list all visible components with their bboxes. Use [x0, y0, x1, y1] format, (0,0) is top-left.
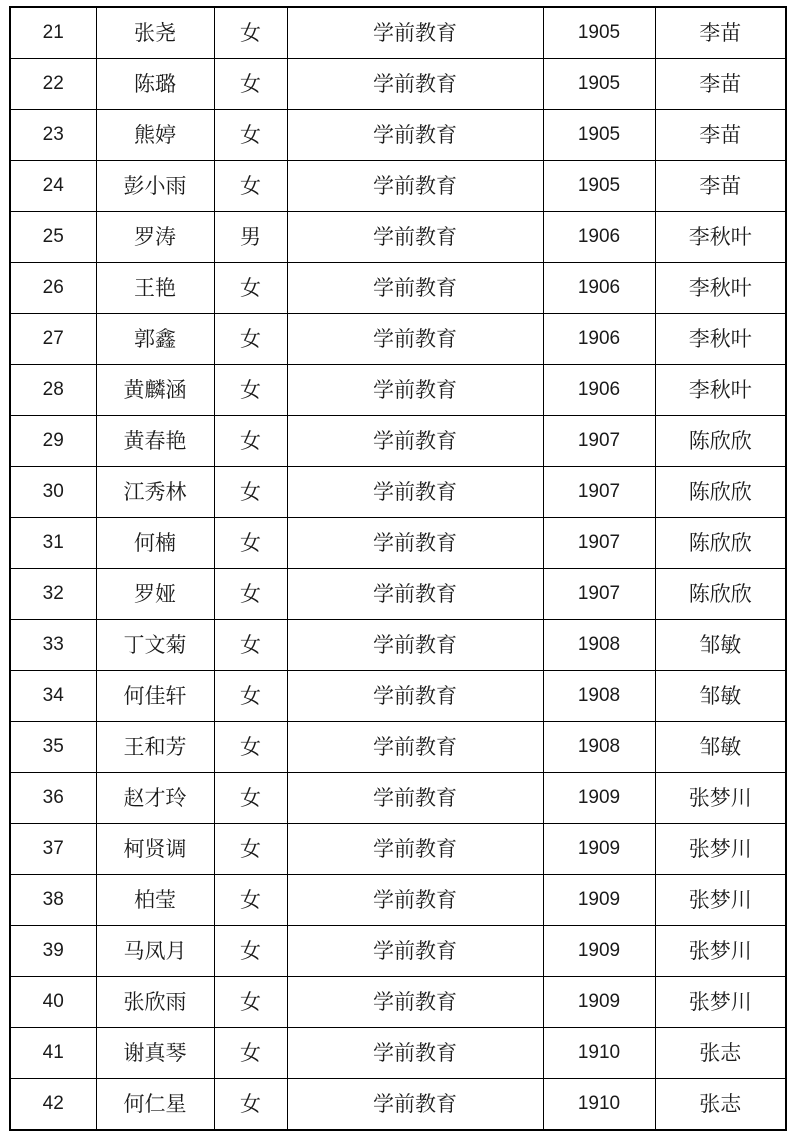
row-number-cell: 40	[10, 977, 96, 1028]
student-name-cell: 张尧	[96, 7, 214, 59]
table-row	[10, 467, 786, 518]
class-cell: 1908	[543, 671, 655, 722]
table-row	[10, 7, 786, 59]
teacher-cell: 李苗	[655, 161, 786, 212]
row-number-cell: 37	[10, 824, 96, 875]
table-row	[10, 212, 786, 263]
teacher-cell: 陈欣欣	[655, 467, 786, 518]
student-name-cell: 赵才玲	[96, 773, 214, 824]
student-name-cell: 张欣雨	[96, 977, 214, 1028]
gender-cell: 女	[214, 59, 287, 110]
teacher-cell: 李秋叶	[655, 314, 786, 365]
table-row	[10, 1079, 786, 1131]
row-number-cell: 22	[10, 59, 96, 110]
row-number-cell: 42	[10, 1079, 96, 1131]
row-number-cell: 21	[10, 7, 96, 59]
row-number-cell: 41	[10, 1028, 96, 1079]
row-number-cell: 28	[10, 365, 96, 416]
teacher-cell: 邹敏	[655, 620, 786, 671]
major-cell: 学前教育	[287, 212, 543, 263]
major-cell: 学前教育	[287, 7, 543, 59]
teacher-cell: 张梦川	[655, 875, 786, 926]
teacher-cell: 李苗	[655, 7, 786, 59]
student-name-cell: 丁文菊	[96, 620, 214, 671]
major-cell: 学前教育	[287, 314, 543, 365]
gender-cell: 女	[214, 926, 287, 977]
student-name-cell: 郭鑫	[96, 314, 214, 365]
table-body	[10, 7, 786, 1130]
class-cell: 1907	[543, 569, 655, 620]
major-cell: 学前教育	[287, 59, 543, 110]
class-cell: 1910	[543, 1028, 655, 1079]
table-row	[10, 263, 786, 314]
gender-cell: 男	[214, 212, 287, 263]
major-cell: 学前教育	[287, 263, 543, 314]
teacher-cell: 张梦川	[655, 926, 786, 977]
student-roster-table	[9, 6, 787, 1131]
class-cell: 1910	[543, 1079, 655, 1131]
document-page	[9, 6, 785, 1131]
major-cell: 学前教育	[287, 977, 543, 1028]
class-cell: 1909	[543, 773, 655, 824]
row-number-cell: 39	[10, 926, 96, 977]
teacher-cell: 张志	[655, 1079, 786, 1131]
class-cell: 1907	[543, 518, 655, 569]
teacher-cell: 张梦川	[655, 824, 786, 875]
student-name-cell: 罗娅	[96, 569, 214, 620]
gender-cell: 女	[214, 875, 287, 926]
table-row	[10, 314, 786, 365]
gender-cell: 女	[214, 722, 287, 773]
class-cell: 1907	[543, 416, 655, 467]
row-number-cell: 35	[10, 722, 96, 773]
student-name-cell: 黄麟涵	[96, 365, 214, 416]
major-cell: 学前教育	[287, 365, 543, 416]
major-cell: 学前教育	[287, 1028, 543, 1079]
major-cell: 学前教育	[287, 926, 543, 977]
table-row	[10, 926, 786, 977]
gender-cell: 女	[214, 1079, 287, 1131]
class-cell: 1905	[543, 7, 655, 59]
table-row	[10, 875, 786, 926]
class-cell: 1908	[543, 620, 655, 671]
class-cell: 1905	[543, 110, 655, 161]
class-cell: 1909	[543, 926, 655, 977]
gender-cell: 女	[214, 977, 287, 1028]
student-name-cell: 王艳	[96, 263, 214, 314]
gender-cell: 女	[214, 773, 287, 824]
gender-cell: 女	[214, 518, 287, 569]
student-name-cell: 熊婷	[96, 110, 214, 161]
gender-cell: 女	[214, 569, 287, 620]
teacher-cell: 张志	[655, 1028, 786, 1079]
class-cell: 1905	[543, 161, 655, 212]
student-name-cell: 谢真琴	[96, 1028, 214, 1079]
class-cell: 1906	[543, 314, 655, 365]
table-row	[10, 569, 786, 620]
teacher-cell: 李苗	[655, 59, 786, 110]
row-number-cell: 30	[10, 467, 96, 518]
row-number-cell: 36	[10, 773, 96, 824]
gender-cell: 女	[214, 365, 287, 416]
gender-cell: 女	[214, 620, 287, 671]
gender-cell: 女	[214, 824, 287, 875]
gender-cell: 女	[214, 110, 287, 161]
row-number-cell: 24	[10, 161, 96, 212]
major-cell: 学前教育	[287, 722, 543, 773]
teacher-cell: 李秋叶	[655, 212, 786, 263]
table-row	[10, 671, 786, 722]
table-row	[10, 365, 786, 416]
row-number-cell: 26	[10, 263, 96, 314]
gender-cell: 女	[214, 161, 287, 212]
major-cell: 学前教育	[287, 773, 543, 824]
table-row	[10, 518, 786, 569]
class-cell: 1909	[543, 875, 655, 926]
row-number-cell: 29	[10, 416, 96, 467]
student-name-cell: 罗涛	[96, 212, 214, 263]
major-cell: 学前教育	[287, 110, 543, 161]
student-name-cell: 何仁星	[96, 1079, 214, 1131]
gender-cell: 女	[214, 263, 287, 314]
table-row	[10, 416, 786, 467]
row-number-cell: 32	[10, 569, 96, 620]
student-name-cell: 黄春艳	[96, 416, 214, 467]
major-cell: 学前教育	[287, 467, 543, 518]
teacher-cell: 李秋叶	[655, 365, 786, 416]
table-row	[10, 161, 786, 212]
major-cell: 学前教育	[287, 875, 543, 926]
major-cell: 学前教育	[287, 569, 543, 620]
class-cell: 1906	[543, 263, 655, 314]
teacher-cell: 邹敏	[655, 671, 786, 722]
major-cell: 学前教育	[287, 824, 543, 875]
gender-cell: 女	[214, 1028, 287, 1079]
table-row	[10, 773, 786, 824]
table-row	[10, 1028, 786, 1079]
gender-cell: 女	[214, 416, 287, 467]
student-name-cell: 王和芳	[96, 722, 214, 773]
class-cell: 1905	[543, 59, 655, 110]
major-cell: 学前教育	[287, 671, 543, 722]
teacher-cell: 张梦川	[655, 977, 786, 1028]
teacher-cell: 陈欣欣	[655, 416, 786, 467]
major-cell: 学前教育	[287, 620, 543, 671]
major-cell: 学前教育	[287, 161, 543, 212]
row-number-cell: 25	[10, 212, 96, 263]
teacher-cell: 陈欣欣	[655, 569, 786, 620]
row-number-cell: 34	[10, 671, 96, 722]
student-name-cell: 马凤月	[96, 926, 214, 977]
row-number-cell: 27	[10, 314, 96, 365]
teacher-cell: 李苗	[655, 110, 786, 161]
gender-cell: 女	[214, 314, 287, 365]
teacher-cell: 李秋叶	[655, 263, 786, 314]
student-name-cell: 彭小雨	[96, 161, 214, 212]
student-name-cell: 何佳轩	[96, 671, 214, 722]
row-number-cell: 38	[10, 875, 96, 926]
major-cell: 学前教育	[287, 416, 543, 467]
major-cell: 学前教育	[287, 1079, 543, 1131]
teacher-cell: 邹敏	[655, 722, 786, 773]
gender-cell: 女	[214, 671, 287, 722]
row-number-cell: 23	[10, 110, 96, 161]
row-number-cell: 33	[10, 620, 96, 671]
gender-cell: 女	[214, 7, 287, 59]
class-cell: 1907	[543, 467, 655, 518]
student-name-cell: 柏莹	[96, 875, 214, 926]
class-cell: 1906	[543, 365, 655, 416]
student-name-cell: 陈璐	[96, 59, 214, 110]
table-row	[10, 824, 786, 875]
table-row	[10, 110, 786, 161]
table-row	[10, 620, 786, 671]
gender-cell: 女	[214, 467, 287, 518]
teacher-cell: 陈欣欣	[655, 518, 786, 569]
student-name-cell: 何楠	[96, 518, 214, 569]
major-cell: 学前教育	[287, 518, 543, 569]
table-row	[10, 722, 786, 773]
student-name-cell: 江秀林	[96, 467, 214, 518]
class-cell: 1908	[543, 722, 655, 773]
table-row	[10, 977, 786, 1028]
class-cell: 1909	[543, 977, 655, 1028]
class-cell: 1909	[543, 824, 655, 875]
student-name-cell: 柯贤调	[96, 824, 214, 875]
teacher-cell: 张梦川	[655, 773, 786, 824]
row-number-cell: 31	[10, 518, 96, 569]
class-cell: 1906	[543, 212, 655, 263]
table-row	[10, 59, 786, 110]
